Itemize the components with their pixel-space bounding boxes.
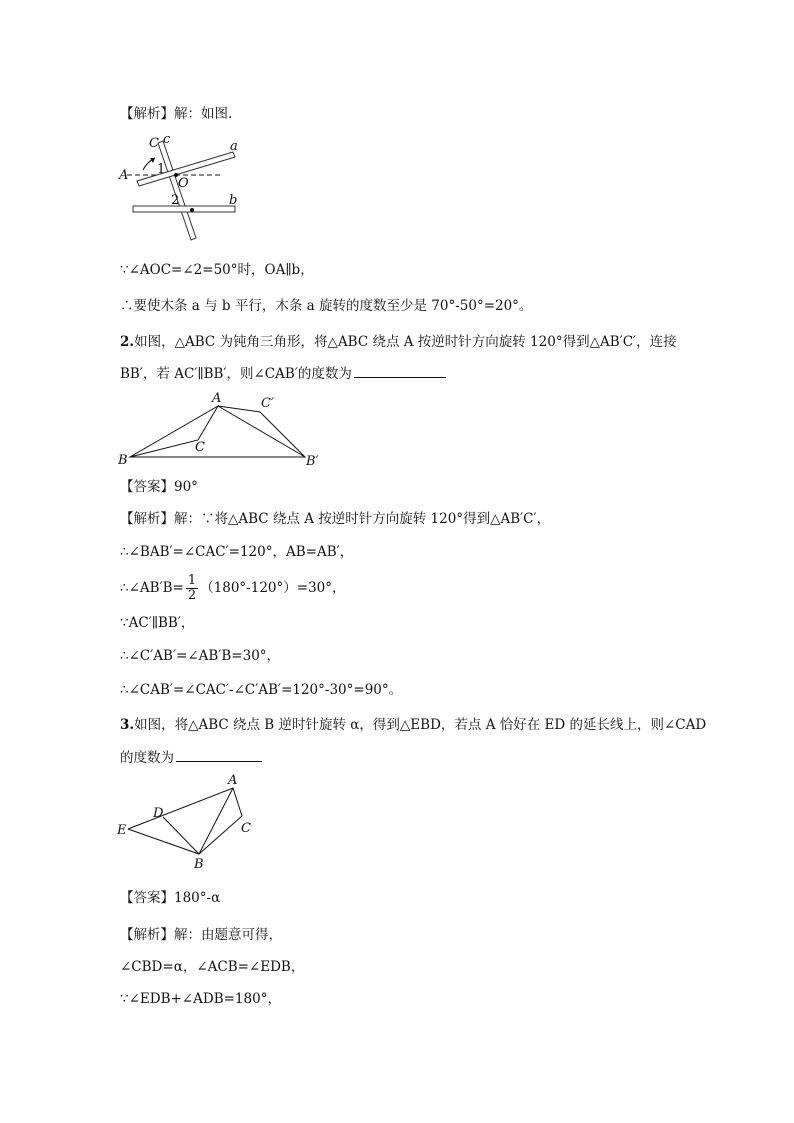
q3-answer: 【答案】180°-α [120, 890, 221, 906]
q2-analysis-4: ∵AC′∥BB′， [120, 615, 195, 631]
q2-analysis-1: 【解析】解：∵将△ABC 绕点 A 按逆时针方向旋转 120°得到△AB′C′， [120, 511, 551, 527]
triangle-figure-q2 [115, 390, 330, 470]
fig2-label-A: A [212, 391, 222, 406]
fig1-label-2: 2 [171, 193, 180, 208]
q2-text-1: 如图，△ABC 为钝角三角形，将△ABC 绕点 A 按逆时针方向旋转 120°得到△AB′C′，连接 [134, 334, 677, 350]
q3-analysis-2: ∠CBD=α，∠ACB=∠EDB， [120, 959, 305, 975]
fig1-label-C: C [149, 136, 159, 151]
fig3-label-C: C [241, 821, 251, 836]
q3-analysis-1: 【解析】解：由题意可得， [120, 927, 282, 943]
fig2-label-B-prime: B′ [306, 454, 319, 469]
q3-text-line-2 [120, 749, 262, 767]
q2-text-line-2 [120, 365, 446, 383]
q2-text-2: BB′，若 AC′∥BB′，则∠CAB′的度数为 [120, 366, 352, 382]
q3-answer-blank [176, 749, 262, 762]
q2-number: 2. [120, 334, 135, 350]
q3-text-2: 的度数为 [120, 750, 174, 766]
triangle-figure-q3 [115, 772, 265, 872]
fig1-label-c: c [163, 132, 171, 147]
fig1-label-1: 1 [157, 162, 166, 177]
q2-analysis-3 [120, 574, 346, 603]
fraction-one-half [186, 574, 198, 603]
fig1-label-b: b [229, 193, 238, 208]
q2-answer: 【答案】90° [120, 479, 198, 495]
fig3-label-A: A [228, 773, 238, 788]
q2-analysis-6: ∴∠CAB′=∠CAC′-∠C′AB′=120°-30°=90°。 [120, 682, 403, 698]
fig2-label-B: B [118, 453, 128, 468]
q3-text-1: 如图，将△ABC 绕点 B 逆时针旋转 α，得到△EBD，若点 A 恰好在 ED 的延长线上，则∠CAD [134, 717, 707, 733]
fig1-label-O: O [178, 176, 189, 191]
q2-analysis-2: ∴∠BAB′=∠CAC′=120°，AB=AB′， [120, 544, 354, 560]
q3-text-line-1 [120, 716, 706, 734]
fig2-label-C-prime: C′ [261, 396, 274, 411]
q2-text-line-1 [120, 333, 677, 351]
q2-analysis-5: ∴∠C′AB′=∠AB′B=30°， [120, 648, 281, 664]
s1-line-1: ∵∠AOC=∠2=50°时，OA∥b， [120, 262, 314, 278]
fig3-label-B: B [194, 857, 204, 872]
fraction-numerator: 1 [187, 573, 197, 588]
analysis-heading-1: 【解析】解：如图. [120, 106, 233, 122]
fig1-label-a: a [230, 139, 238, 154]
q2-answer-blank [354, 365, 446, 378]
q2-analysis-3-post: （180°-120°）=30°， [200, 580, 346, 596]
fig3-label-E: E [117, 823, 127, 838]
q2-analysis-3-pre: ∴∠AB′B= [120, 580, 184, 596]
q3-number: 3. [120, 717, 135, 733]
fraction-denominator: 2 [187, 588, 197, 603]
sticks-figure [115, 128, 255, 243]
s1-line-2: ∴要使木条 a 与 b 平行，木条 a 旋转的度数至少是 70°-50°=20°。 [120, 298, 533, 314]
fig1-label-A: A [119, 168, 129, 183]
fig3-label-D: D [153, 806, 164, 821]
fig2-label-C: C [195, 440, 205, 455]
q3-analysis-3: ∵∠EDB+∠ADB=180°， [120, 991, 281, 1007]
